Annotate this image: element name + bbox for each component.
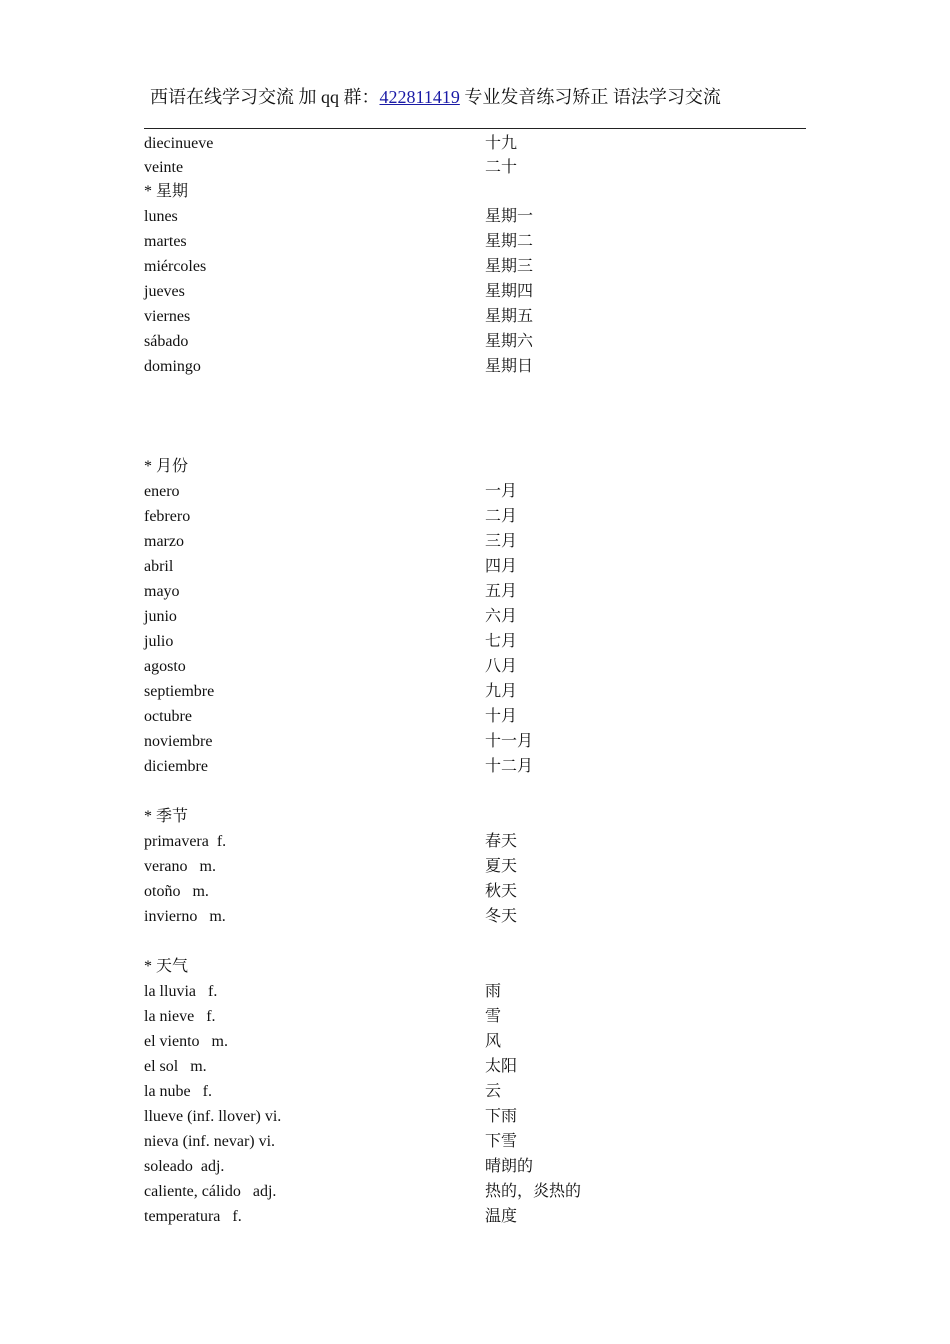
chinese-term: 下雨 <box>485 1108 518 1125</box>
vocab-row <box>144 732 806 757</box>
chinese-term: 风 <box>485 1033 502 1050</box>
vocab-row <box>144 907 806 932</box>
spanish-term: mayo <box>144 583 180 600</box>
spanish-term: invierno m. <box>144 908 226 925</box>
spacer <box>144 382 806 457</box>
spanish-term: el sol m. <box>144 1058 207 1075</box>
spanish-term: viernes <box>144 308 191 325</box>
chinese-term: 星期日 <box>485 358 534 375</box>
qq-group-link[interactable]: 422811419 <box>379 87 460 107</box>
spanish-term: septiembre <box>144 683 215 700</box>
spanish-term: junio <box>144 608 177 625</box>
chinese-term: 七月 <box>485 633 518 650</box>
chinese-term: 星期四 <box>485 283 534 300</box>
spanish-term: la nieve f. <box>144 1008 216 1025</box>
spanish-term: miércoles <box>144 258 207 275</box>
spanish-term: llueve (inf. llover) vi. <box>144 1108 282 1125</box>
vocab-row <box>144 1007 806 1032</box>
vocab-row <box>144 632 806 657</box>
vocab-row <box>144 232 806 257</box>
vocab-row <box>144 882 806 907</box>
chinese-term: 三月 <box>485 533 518 550</box>
vocab-row <box>144 1057 806 1082</box>
vocab-row <box>144 557 806 582</box>
section-heading-weather: * 天气 <box>144 958 189 975</box>
chinese-term: 星期六 <box>485 333 534 350</box>
chinese-term: 秋天 <box>485 883 518 900</box>
header-suffix: 专业发音练习矫正 语法学习交流 <box>459 87 721 107</box>
chinese-term: 星期二 <box>485 233 534 250</box>
spacer <box>144 782 806 807</box>
spanish-term: otoño m. <box>144 883 209 900</box>
vocab-row <box>144 657 806 682</box>
vocab-row <box>144 1032 806 1057</box>
spanish-term: el viento m. <box>144 1033 228 1050</box>
chinese-term: 五月 <box>485 583 518 600</box>
chinese-term: 云 <box>485 1083 502 1100</box>
spanish-term: diciembre <box>144 758 208 775</box>
vocab-row <box>144 507 806 532</box>
chinese-term: 雨 <box>485 983 502 1000</box>
chinese-term: 十月 <box>485 708 518 725</box>
spanish-term: soleado adj. <box>144 1158 225 1175</box>
vocab-row <box>144 207 806 232</box>
chinese-term: 六月 <box>485 608 518 625</box>
spanish-term: temperatura f. <box>144 1208 242 1225</box>
spanish-term: diecinueve <box>144 135 214 152</box>
chinese-term: 一月 <box>485 483 518 500</box>
vocab-row <box>144 332 806 357</box>
chinese-term: 太阳 <box>485 1058 518 1075</box>
spanish-term: marzo <box>144 533 184 550</box>
spanish-term: octubre <box>144 708 192 725</box>
chinese-term: 雪 <box>485 1008 502 1025</box>
vocab-row <box>144 357 806 382</box>
spanish-term: agosto <box>144 658 186 675</box>
vocab-row <box>144 1207 806 1232</box>
spanish-term: caliente, cálido adj. <box>144 1183 277 1200</box>
chinese-term: 晴朗的 <box>485 1158 534 1175</box>
spanish-term: lunes <box>144 208 178 225</box>
chinese-term: 温度 <box>485 1208 518 1225</box>
vocab-row <box>144 832 806 857</box>
vocabulary-list <box>144 134 806 1232</box>
spanish-term: sábado <box>144 333 189 350</box>
spanish-term: martes <box>144 233 187 250</box>
spanish-term: primavera f. <box>144 833 227 850</box>
vocab-row <box>144 582 806 607</box>
section-heading-seasons: * 季节 <box>144 808 189 825</box>
vocab-row <box>144 307 806 332</box>
spanish-term: enero <box>144 483 180 500</box>
spanish-term: abril <box>144 558 174 575</box>
vocab-row <box>144 158 806 182</box>
chinese-term: 二十 <box>485 159 518 176</box>
section-heading-months: * 月份 <box>144 458 189 475</box>
vocab-row <box>144 757 806 782</box>
chinese-term: 星期三 <box>485 258 534 275</box>
vocab-row <box>144 707 806 732</box>
section-heading-weekdays: * 星期 <box>144 183 189 200</box>
chinese-term: 冬天 <box>485 908 518 925</box>
spanish-term: febrero <box>144 508 191 525</box>
spanish-term: la lluvia f. <box>144 983 218 1000</box>
chinese-term: 四月 <box>485 558 518 575</box>
vocab-row <box>144 1132 806 1157</box>
chinese-term: 热的，炎热的 <box>485 1183 582 1200</box>
header-divider <box>144 128 806 129</box>
vocab-row <box>144 1082 806 1107</box>
header-prefix: 西语在线学习交流 加 qq 群： <box>150 87 380 107</box>
chinese-term: 星期一 <box>485 208 534 225</box>
chinese-term: 八月 <box>485 658 518 675</box>
spanish-term: julio <box>144 633 174 650</box>
chinese-term: 星期五 <box>485 308 534 325</box>
vocab-row <box>144 607 806 632</box>
chinese-term: 春天 <box>485 833 518 850</box>
vocab-row <box>144 1157 806 1182</box>
spanish-term: la nube f. <box>144 1083 212 1100</box>
spanish-term: verano m. <box>144 858 216 875</box>
vocab-row <box>144 482 806 507</box>
chinese-term: 二月 <box>485 508 518 525</box>
spanish-term: noviembre <box>144 733 213 750</box>
vocab-row <box>144 1182 806 1207</box>
page-header <box>150 83 810 109</box>
vocab-row <box>144 682 806 707</box>
spacer <box>144 932 806 957</box>
vocab-row <box>144 532 806 557</box>
vocab-row <box>144 282 806 307</box>
spanish-term: domingo <box>144 358 201 375</box>
spanish-term: jueves <box>144 283 185 300</box>
spanish-term: veinte <box>144 159 184 176</box>
vocab-row <box>144 857 806 882</box>
chinese-term: 下雪 <box>485 1133 518 1150</box>
chinese-term: 十二月 <box>485 758 534 775</box>
chinese-term: 夏天 <box>485 858 518 875</box>
vocab-row <box>144 257 806 282</box>
chinese-term: 十一月 <box>485 733 534 750</box>
spanish-term: nieva (inf. nevar) vi. <box>144 1133 276 1150</box>
vocab-row <box>144 982 806 1007</box>
chinese-term: 九月 <box>485 683 518 700</box>
chinese-term: 十九 <box>485 135 518 152</box>
vocab-row <box>144 1107 806 1132</box>
vocab-row <box>144 134 806 158</box>
